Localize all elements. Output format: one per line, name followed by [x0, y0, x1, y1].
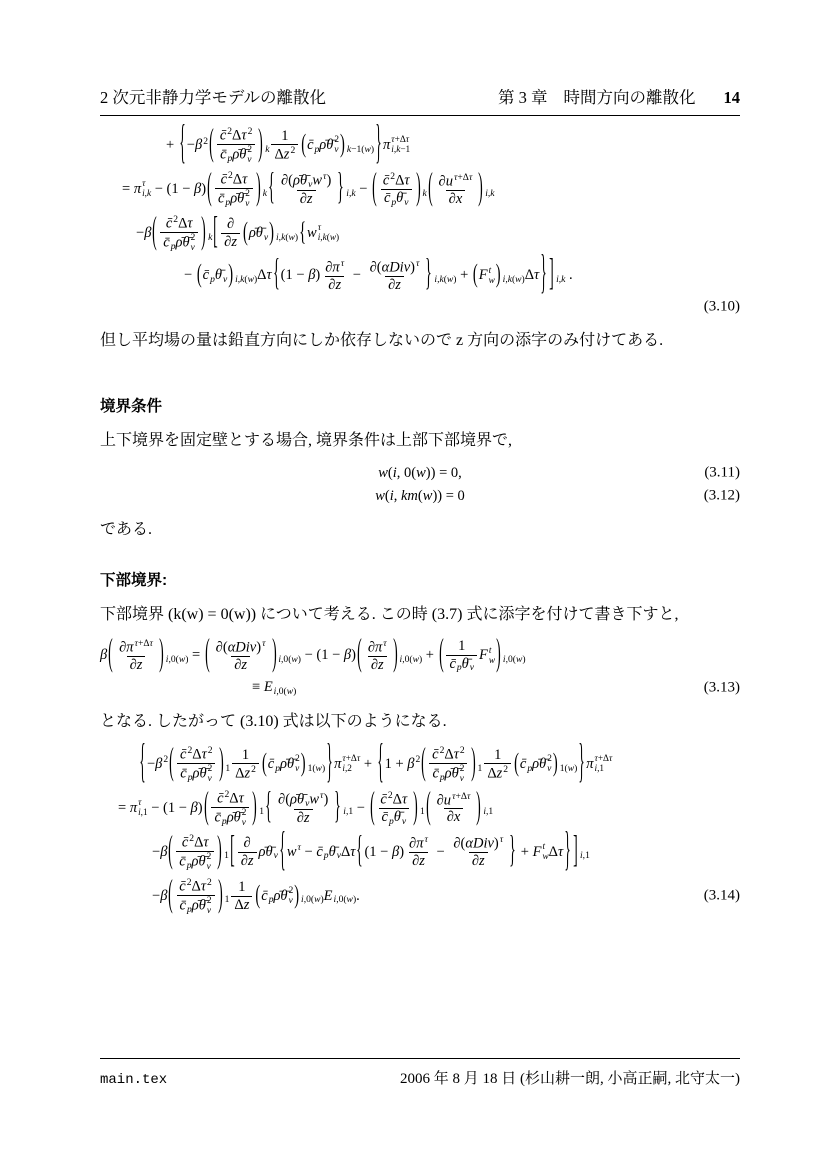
- equation-line: [100, 298, 740, 316]
- page-header: [100, 84, 740, 116]
- equation-line: [100, 487, 740, 505]
- equation-number: (3.13): [703, 679, 740, 696]
- equation-line: [100, 464, 740, 482]
- footer-date-authors: 2006 年 8 月 18 日 (杉山耕一朗, 小高正嗣, 北守太一): [400, 1071, 740, 1087]
- equation-number: (3.11): [704, 464, 740, 481]
- equation-math: w(i, km(w)) = 0: [375, 487, 465, 504]
- equation-number: (3.14): [703, 887, 740, 904]
- equation-3-10: [100, 117, 740, 316]
- equation-math: −β( c̄$^2$Δτ $c̄_p\rhō\thetā$ 2 v ) $_1$[ $\frac{\partial}{\partial z}$ $\rhō\thetā_v\{w^\tau$ − $c̄_p\thetā_v\Delta\tau\{(1 - \beta)$ $\frac{\partial\pi^\tau}{\partial z}$ − $\frac{\partial(\alpha Div)^\tau}{\partial z}$ } + F t w Δτ} ] $_{i,1}$: [152, 824, 590, 877]
- equation-3-11-3-12: [100, 464, 740, 505]
- paragraph-tonaru: となる. したがって (3.10) 式は以下のようになる.: [100, 713, 447, 731]
- chapter-heading: [498, 84, 740, 108]
- equation-3-13: [100, 633, 740, 698]
- equation-line: [100, 211, 740, 253]
- running-title: 2 次元非静力学モデルの離散化: [100, 88, 327, 107]
- equation-math: {$-\beta^2$( $c̄^2\Delta\tau^2$ $c̄_p\rhō\thetā$ 2 v ) $_1$ $\frac{1}{\Delta z^2}$ ($c̄_p\rhō\thetā$ 2 v ) $_{1(w)}$}π τ+Δτ i,2 + {$1 + \beta^2$( $c̄^2\Delta\tau^2$ $c̄_p\rhō\thetā$ 2 v ) $_1$ $\frac{1}{\Delta z^2}$ ($c̄_p\rhō\thetā$ 2 v ) $_{1(w)}$}π τ+Δτ i,1: [139, 736, 613, 790]
- equation-math: w(i, 0(w)) = 0,: [378, 464, 462, 481]
- chapter-number: 第 3 章: [498, 88, 548, 107]
- equation-line: [100, 117, 740, 171]
- heading-boundary-conditions: 境界条件: [100, 398, 163, 416]
- equation-line: [100, 786, 740, 828]
- chapter-title: 時間方向の離散化: [563, 88, 696, 107]
- paragraph-note-subscripts: 但し平均場の量は鉛直方向にしか依存しないので z 方向の添字のみ付けてある.: [100, 332, 664, 350]
- equation-3-14: [100, 736, 740, 916]
- paragraph-boundary-intro: 上下境界を固定壁とする場合, 境界条件は上部下部境界で,: [100, 432, 513, 450]
- equation-math: = π τ i,k − (1 − β)( c̄$^2$Δτ $c̄_p\rhō\thetā$ 2 v ) $_k${ $\frac{\partial(\rhō\thetā_vw^\tau)}{\partial z}$ } $_{i,k}$ − ( $\frac{c̄^2\Delta\tau}{c̄_p\thetā_v}$ ) $_k$( $\frac{\partial u^{\tau+\Delta\tau}}{\partial x}$ ) $_{i,k}$: [122, 167, 495, 209]
- equation-math: −β( c̄$^2$Δτ $c̄_p\rhō\thetā$ 2 v ) $_k$[ $\frac{\partial}{\partial z}$ $(\rhō\thetā_v)$ $_{i,k(w)}${w τ i,k(w): [136, 211, 340, 253]
- equation-number: (3.10): [703, 298, 740, 315]
- equation-math: β( $\frac{\partial\pi^{\tau+\Delta\tau}}{\partial z}$ ) $_{i,0(w)}$ = ( $\frac{\partial(\alpha Div)^\tau}{\partial z}$ ) $_{i,0(w)}$ − (1 − β)( $\frac{\partial\pi^\tau}{\partial z}$ ) $_{i,0(w)}$ + ( $\frac{1}{c̄_p\thetā_v}$ F t w ) $_{i,0(w)}$: [100, 633, 526, 676]
- page-footer: [100, 1058, 740, 1088]
- equation-line: [100, 247, 740, 301]
- equation-line: [100, 167, 740, 209]
- paragraph-dearu: である.: [100, 520, 153, 538]
- equation-math: + {$-\beta^2$( $c̄^2\Delta\tau^2$ $c̄_p\rhō\thetā$ 2 v ) $_k$ $\frac{1}{\Delta z^2}$ ($c̄_p\rhō\thetā$ 2 v ) $_{k-1(w)}$}π τ+Δτ i,k−1: [166, 117, 411, 171]
- equation-math: = π τ i,1 − (1 − β)( c̄$^2$Δτ $c̄_p\rhō\thetā$ 2 v ) $_1${ $\frac{\partial(\rhō\thetā_vw^\tau)}{\partial z}$ } $_{i,1}$ − ( $\frac{c̄^2\Delta\tau}{c̄_p\thetā_v}$ ) $_1$( $\frac{\partial u^{\tau+\Delta\tau}}{\partial x}$ ) $_{i,1}$: [118, 786, 494, 828]
- equation-line: [100, 736, 740, 790]
- equation-line: [100, 678, 740, 697]
- equation-line: [100, 633, 740, 676]
- equation-line: [100, 874, 740, 916]
- footer-filename: main.tex: [100, 1072, 168, 1088]
- equation-math: ≡ $E_{i,0(w)}$: [252, 679, 297, 698]
- equation-math: − $(c̄_p\thetā_v) _{i,k(w)}\Delta\tau\{(1 - \beta)$ $\frac{\partial\pi^\tau}{\partial z}$ − $\frac{\partial(\alpha Div)^\tau}{\partial z}$ } $_{i,k(w)}$ + (F t w ) $_{i,k(w)}$Δτ} ] $_{i,k}$ .: [184, 247, 573, 301]
- page-number: 14: [723, 88, 740, 107]
- heading-lower-boundary: 下部境界:: [100, 572, 168, 590]
- equation-math: −β( $c̄^2\Delta\tau^2$ $c̄_p\rhō\thetā$ 2 v ) $_1$ $\frac{1}{\Delta z}$ ($c̄_p\rhō\thetā$ 2 v ) $_{i,0(w)}E_{i,0(w)}$.: [152, 874, 360, 916]
- equation-number: (3.12): [703, 487, 740, 504]
- equation-line: [100, 824, 740, 877]
- paragraph-lower-boundary-intro: 下部境界 (k(w) = 0(w)) について考える. この時 (3.7) 式に添字を付けて書き下すと,: [100, 606, 679, 624]
